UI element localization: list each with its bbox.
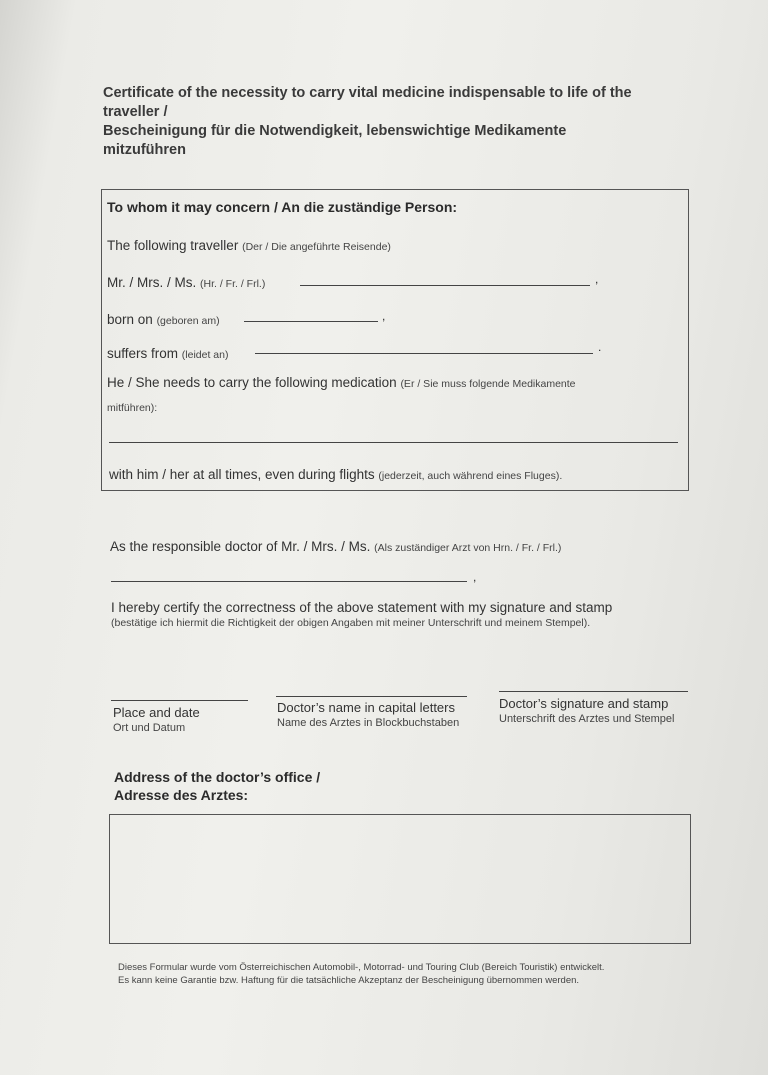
footer-note [118,962,604,987]
traveller-label-de: (Der / Die angeführte Reisende) [242,241,391,253]
doctor-name-line[interactable] [276,696,467,697]
with-label-de: (jederzeit, auch während eines Fluges). [378,470,563,482]
responsible-label: As the responsible doctor of Mr. / Mrs. / Ms. [110,539,371,554]
name-comma: , [595,272,599,286]
title-line-3: Bescheinigung für die Notwendigkeit, lebenswichtige Medikamente [103,123,567,139]
medication-label-de-2: mitführen): [107,402,158,414]
born-label: born on [107,312,153,327]
traveller-row [107,238,391,253]
title-line-1: Certificate of the necessity to carry vital medicine indispensable to life of the [103,85,632,101]
doctor-name-caption: Doctor’s name in capital letters [277,700,455,715]
born-label-de: (geboren am) [156,315,220,327]
medication-field-line[interactable] [109,442,678,443]
doctor-signature-sub: Unterschrift des Arztes und Stempel [499,713,675,725]
footer-line-1: Dieses Formular wurde vom Österreichischen Automobil-, Motorrad- und Touring Club (Bereich Touristik) entwickelt. [118,962,605,973]
address-heading-2: Adresse des Arztes: [114,787,249,803]
place-date-sub: Ort und Datum [113,722,186,734]
birthdate-field-line[interactable] [244,321,378,322]
name-row [107,275,265,290]
name-label-de: (Hr. / Fr. / Frl.) [200,278,266,290]
place-date-line[interactable] [111,700,248,701]
medication-row [107,375,576,390]
doctor-name-sub: Name des Arztes in Blockbuchstaben [277,717,460,729]
doctor-signature-caption: Doctor’s signature and stamp [499,696,669,711]
form-title [103,84,632,160]
responsible-doctor-row [110,539,561,554]
address-box[interactable] [109,814,691,944]
condition-field-line[interactable] [255,353,593,354]
responsible-label-de: (Als zuständiger Arzt von Hrn. / Fr. / Frl.) [374,542,562,554]
title-line-4: mitzuführen [103,142,186,158]
patient-name-field-line[interactable] [111,581,467,582]
suffers-label-de: (leidet an) [181,349,229,361]
with-row [109,467,562,482]
born-comma: , [382,309,386,323]
certify-text-de: (bestätige ich hiermit die Richtigkeit der obigen Angaben mit meiner Unterschrift und meinem Stempel). [111,617,591,629]
name-label: Mr. / Mrs. / Ms. [107,275,197,290]
with-label: with him / her at all times, even during flights [109,467,375,482]
title-line-2: traveller / [103,104,168,120]
suffers-row [107,346,229,361]
doctor-signature-line[interactable] [499,691,688,692]
footer-line-2: Es kann keine Garantie bzw. Haftung für die tatsächliche Akzeptanz der Bescheinigung übernommen werden. [118,974,580,986]
address-heading-1: Address of the doctor’s office / [114,769,321,785]
box-heading: To whom it may concern / An die zuständige Person: [107,199,458,215]
medication-label: He / She needs to carry the following medication [107,375,397,390]
certify-text: I hereby certify the correctness of the above statement with my signature and stamp [111,600,613,615]
suffers-label: suffers from [107,346,179,361]
suffers-period: . [598,340,602,354]
name-field-line[interactable] [300,285,590,286]
place-date-caption: Place and date [113,705,200,720]
traveller-label: The following traveller [107,238,239,253]
patient-comma: , [473,570,477,584]
medication-label-de: (Er / Sie muss folgende Medikamente [400,378,576,390]
born-row [107,312,220,327]
